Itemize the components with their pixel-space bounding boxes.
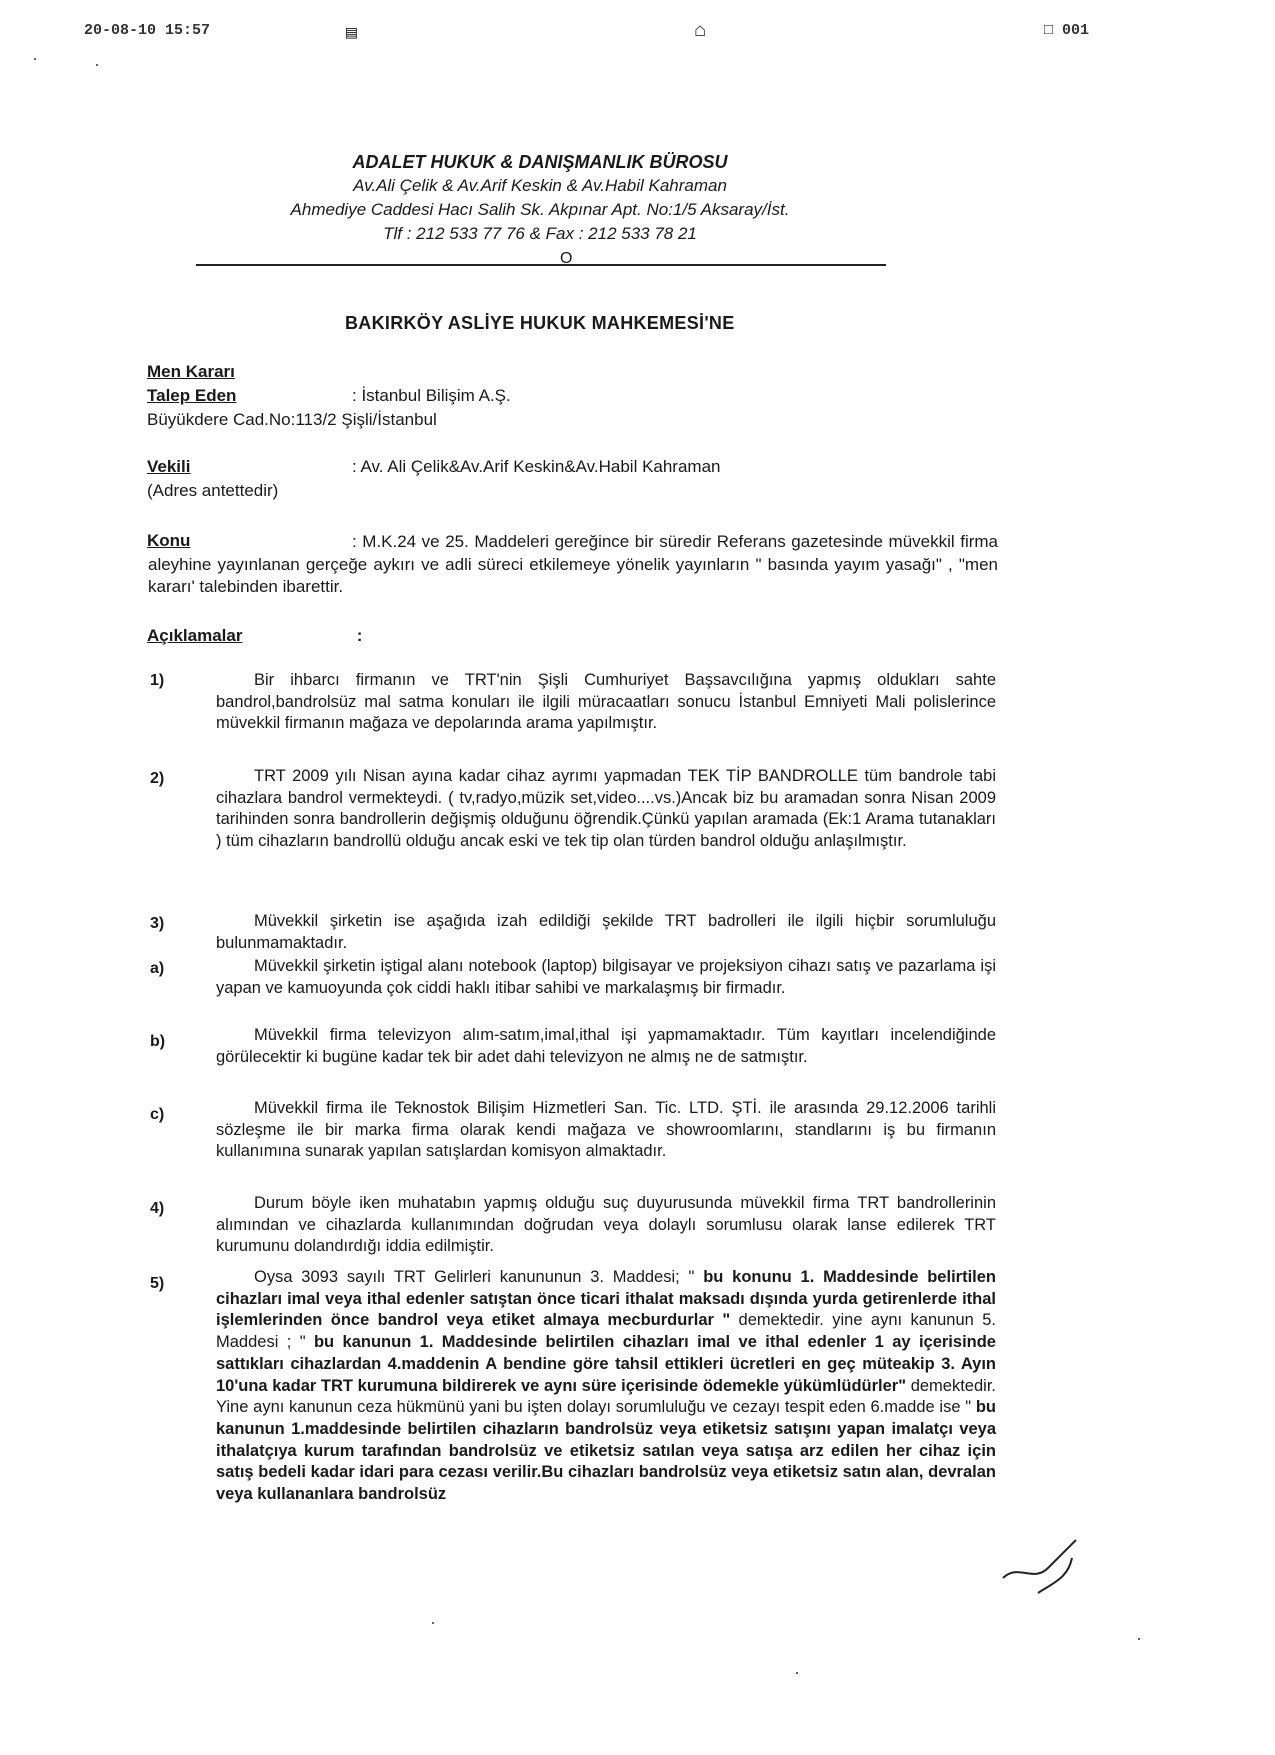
scan-speck — [96, 64, 98, 66]
aciklamalar-row — [147, 626, 362, 646]
item-5-plain: demektedir. Yine aynı kanunun ceza hükmünü yani bu işten dolayı sorumluluğu ve cezayı tespit eden 6.madde ise " — [216, 1376, 996, 1417]
item-number: 5) — [150, 1275, 165, 1292]
vekil-row — [147, 457, 347, 477]
item-number: c) — [150, 1106, 165, 1123]
signature-mark — [998, 1538, 1088, 1608]
men-karari-heading — [147, 362, 235, 382]
vekil-label: Vekili — [147, 457, 191, 476]
item-number: b) — [150, 1033, 166, 1050]
court-heading: BAKIRKÖY ASLİYE HUKUK MAHKEMESİ'NE — [345, 313, 735, 333]
fax-page-number: 001 — [1062, 22, 1090, 39]
item-number: 1) — [150, 672, 165, 689]
aciklamalar-colon: : — [356, 626, 363, 645]
item-number: 4) — [150, 1200, 165, 1217]
item-5-text — [216, 1267, 996, 1506]
talep-eden-address: Büyükdere Cad.No:113/2 Şişli/İstanbul — [147, 410, 437, 429]
talep-eden-label: Talep Eden — [147, 386, 237, 405]
talep-eden-value: : İstanbul Bilişim A.Ş. — [352, 386, 511, 405]
vekil-note: (Adres antettedir) — [147, 481, 279, 500]
item-5-quote: bu kanunun 1.maddesinde belirtilen cihazların bandrolsüz veya etiketsiz satışını yapan imalatçı veya ithalatçıya kurum tarafından bandrolsüz ve etiketsiz satılan veya satışa arz edilen her cihaz için satış bedeli kadar idari para cezası verilir.Bu cihazları bandrolsüz veya etiketsiz satın alan, devralan veya kullananlara bandrolsüz — [216, 1398, 996, 1504]
vekil-value: : Av. Ali Çelik&Av.Arif Keskin&Av.Habil Kahraman — [352, 457, 721, 476]
scan-speck — [432, 1622, 434, 1624]
fax-datetime: 20-08-10 15:57 — [84, 22, 211, 39]
fax-page — [1044, 22, 1089, 39]
item-text: Müvekkil şirketin iştigal alanı notebook (laptop) bilgisayar ve projeksiyon cihazı satış ve pazarlama işi yapan ve kamuoyunda çok ciddi haklı itibar sahibi ve markalaşmış bir firmadır. — [216, 957, 996, 997]
scan-speck — [796, 1672, 798, 1674]
item-number: 2) — [150, 770, 165, 787]
item-5-plain: demektedir. yine aynı kanunun 5. Maddesi ; " — [216, 1311, 996, 1352]
rule-mark: O — [560, 250, 573, 267]
item-5-plain: Oysa 3093 sayılı TRT Gelirleri kanununun 3. Maddesi; " — [254, 1268, 695, 1286]
printer-icon: ▤ — [346, 24, 357, 44]
item-5-quote: bu kanunun 1. Maddesinde belirtilen cihazları imal ve ithal edenler 1 ay içerisinde sattıkları cihazlardan 4.maddenin A bendine göre tahsil ettikleri ücretleri en geç müteakip 3. Ayın 10'una kadar TRT kurumuna bildirerek ve aynı süre içerisinde ödemekle yükümlüdürler" — [216, 1333, 996, 1395]
item-text: TRT 2009 yılı Nisan ayına kadar cihaz ayrımı yapmadan TEK TİP BANDROLLE tüm bandrole tabi cihazlara bandrol vermekteydi. ( tv,radyo,müzik set,video....vs.)Ancak biz bu aramadan sonra Nisan 2009 tarihinden sonra bandrollerin değişmiş olduğunu öğrendik.Çünkü yapılan aramada (Ek:1 Arama tutanakları ) tüm cihazların bandrollü olduğu ancak eski ve tek tip olan türden bandrol olduğu anlaşılmıştır. — [216, 767, 996, 851]
men-karari-label: Men Kararı — [147, 362, 235, 381]
scan-speck — [1138, 1638, 1140, 1640]
item-text: Durum böyle iken muhatabın yapmış olduğu suç duyurusunda müvekkil firma TRT bandrollerinin alımından ve cihazlarda kullanımından doğrudan veya dolaylı sorumlusu olarak lanse edilerek TRT kurumunu dolandırdığı iddia edilmiştir. — [216, 1194, 996, 1256]
firm-name: ADALET HUKUK & DANIŞMANLIK BÜROSU — [352, 152, 728, 172]
item-number: a) — [150, 960, 165, 977]
item-text: Bir ihbarcı firmanın ve TRT'nin Şişli Cumhuriyet Başsavcılığına yapmış oldukları sahte bandrol,bandrolsüz mal satma konuları ile ilgili müracaatları sonucu İstanbul Emniyeti Mali polislerince müvekkil firmanın mağaza ve depolarında arama yapılmıştır. — [216, 671, 996, 733]
konu-text: : M.K.24 ve 25. Maddeleri gereğince bir süredir Referans gazetesinde müvekkil firma aleyhine yayınlanan gerçeğe aykırı ve adli süreci etkilemeye yönelik yayınların " basında yayım yasağı" , "men kararı' talebinden ibarettir. — [148, 532, 998, 596]
aciklamalar-label: Açıklamalar — [147, 626, 243, 645]
talep-eden-row — [147, 386, 347, 406]
address-line: Ahmediye Caddesi Hacı Salih Sk. Akpınar Apt. No:1/5 Aksaray/İst. — [290, 200, 790, 219]
konu-label: Konu — [147, 531, 191, 550]
fax-header — [0, 22, 1275, 46]
letterhead — [220, 150, 860, 246]
lawyers-line: Av.Ali Çelik & Av.Arif Keskin & Av.Habil Kahraman — [353, 176, 727, 195]
item-text: Müvekkil firma televizyon alım-satım,imal,ithal işi yapmamaktadır. Tüm kayıtları incelendiğinde görülecektir ki bugüne kadar tek bir adet dahi televizyon ne almış ne de satmıştır. — [216, 1026, 996, 1066]
home-icon: ⌂ — [694, 20, 707, 43]
item-text: Müvekkil firma ile Teknostok Bilişim Hizmetleri San. Tic. LTD. ŞTİ. ile arasında 29.12.2006 tarihli sözleşme ile bir marka firma olarak kendi mağaza ve showroomlarını, standlarını iş bu firmanın kullanımına sunarak yapılan satışlardan komisyon almaktadır. — [216, 1099, 996, 1161]
scan-speck — [34, 58, 36, 60]
item-5-quote: bu konunu 1. Maddesinde belirtilen cihazları imal veya ithal edenler satıştan önce ticari ithalat maksadı dışında yurda getirenlerde ithal işlemlerinden önce bandrol veya etiket almaya mecburdurlar " — [216, 1268, 996, 1330]
contact-line: Tlf : 212 533 77 76 & Fax : 212 533 78 21 — [383, 224, 697, 243]
page-icon: □ — [1044, 22, 1063, 39]
item-number: 3) — [150, 915, 165, 932]
letterhead-rule — [196, 264, 886, 266]
item-text: Müvekkil şirketin ise aşağıda izah edildiği şekilde TRT badrolleri ile ilgili hiçbir sorumluluğu bulunmamaktadır. — [216, 912, 996, 952]
